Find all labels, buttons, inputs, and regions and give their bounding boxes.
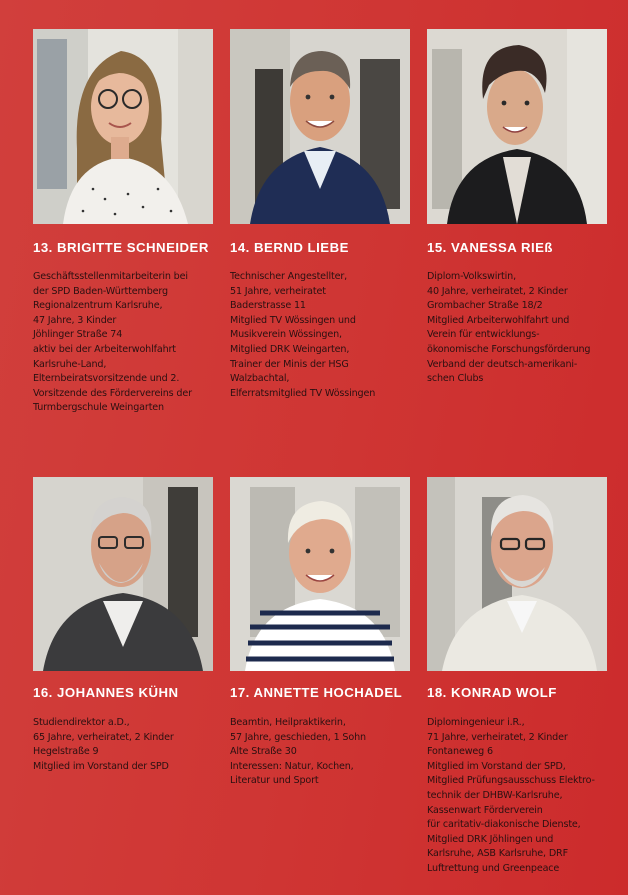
bio-line: Karlsruhe-Land, [33,358,107,370]
bio-line: Studiendirektor a.D., [33,717,130,728]
candidate-photo [230,29,410,224]
candidate-name: 18. KONRAD WOLF [427,685,557,700]
bio-line: Alte Straße 30 [230,746,297,758]
bio-line: Diplomingenieur i.R., [427,717,525,728]
bio-line: Regionalzentrum Karlsruhe, [33,300,163,312]
bio-line: Geschäftsstellenmitarbeiterin bei [33,271,188,282]
bio-line: Verein für entwicklungs- [427,329,540,341]
bio-line: Trainer der Minis der HSG [230,358,349,370]
bio-line: ökonomische Forschungsförderung [427,343,591,355]
bio-line: technik der DHBW-Karlsruhe, [427,789,563,801]
bio-line: Mitglied im Vorstand der SPD [33,760,169,772]
bio-line: der SPD Baden-Württemberg [33,285,168,297]
bio-line: 57 Jahre, geschieden, 1 Sohn [230,731,366,743]
candidate-name: 15. VANESSA RIEß [427,240,553,255]
bio-line: Mitglied Arbeiterwohlfahrt und [427,314,570,326]
candidate-name: 14. BERND LIEBE [230,240,349,255]
candidate-name: 16. JOHANNES KÜHN [33,685,179,700]
bio-line: Walzbachtal, [230,373,290,385]
candidate-photo [33,477,213,671]
bio-line: Kassenwart Förderverein [427,804,543,816]
candidate-bio [33,716,228,774]
candidate-photo [427,477,607,671]
bio-line: 40 Jahre, verheiratet, 2 Kinder [427,285,568,297]
bio-line: 51 Jahre, verheiratet [230,285,326,297]
bio-line: schen Clubs [427,373,484,385]
bio-line: Mitglied DRK Jöhlingen und [427,833,554,845]
bio-line: aktiv bei der Arbeiterwohlfahrt [33,343,176,355]
candidate-bio [230,716,425,789]
candidate-photo [427,29,607,224]
bio-line: Fontaneweg 6 [427,746,493,758]
bio-line: 47 Jahre, 3 Kinder [33,314,117,326]
bio-line: 65 Jahre, verheiratet, 2 Kinder [33,731,174,743]
candidate-name: 17. ANNETTE HOCHADEL [230,685,403,700]
bio-line: 71 Jahre, verheiratet, 2 Kinder [427,731,568,743]
bio-line: Hegelstraße 9 [33,746,99,758]
bio-line: Beamtin, Heilpraktikerin, [230,717,346,728]
candidate-photo [33,29,213,224]
bio-line: Vorsitzende des Fördervereins der [33,387,192,399]
bio-line: Musikverein Wössingen, [230,329,342,341]
candidate-bio [427,270,622,387]
bio-line: Grombacher Straße 18/2 [427,300,543,312]
candidate-bio [230,270,425,401]
bio-line: Baderstrasse 11 [230,300,306,312]
bio-line: Mitglied Prüfungsausschuss Elektro- [427,775,595,787]
bio-line: Interessen: Natur, Kochen, [230,760,354,772]
bio-line: Literatur und Sport [230,775,319,787]
bio-line: Mitglied TV Wössingen und [230,314,356,326]
bio-line: Jöhlinger Straße 74 [33,329,123,341]
bio-line: Technischer Angestellter, [230,271,348,282]
bio-line: Luftrettung und Greenpeace [427,862,560,874]
bio-line: Elternbeiratsvorsitzende und 2. [33,373,180,385]
bio-line: Elferratsmitglied TV Wössingen [230,387,376,399]
bio-line: Karlsruhe, ASB Karlsruhe, DRF [427,848,568,860]
bio-line: für caritativ-diakonische Dienste, [427,819,581,831]
bio-line: Verband der deutsch-amerikani- [427,358,578,370]
bio-line: Mitglied DRK Weingarten, [230,343,350,355]
bio-line: Mitglied im Vorstand der SPD, [427,760,566,772]
candidate-bio [427,716,622,877]
candidate-bio [33,270,228,416]
candidate-photo [230,477,410,671]
bio-line: Turmbergschule Weingarten [33,402,164,414]
bio-line: Diplom-Volkswirtin, [427,271,516,282]
candidate-name: 13. BRIGITTE SCHNEIDER [33,240,209,255]
